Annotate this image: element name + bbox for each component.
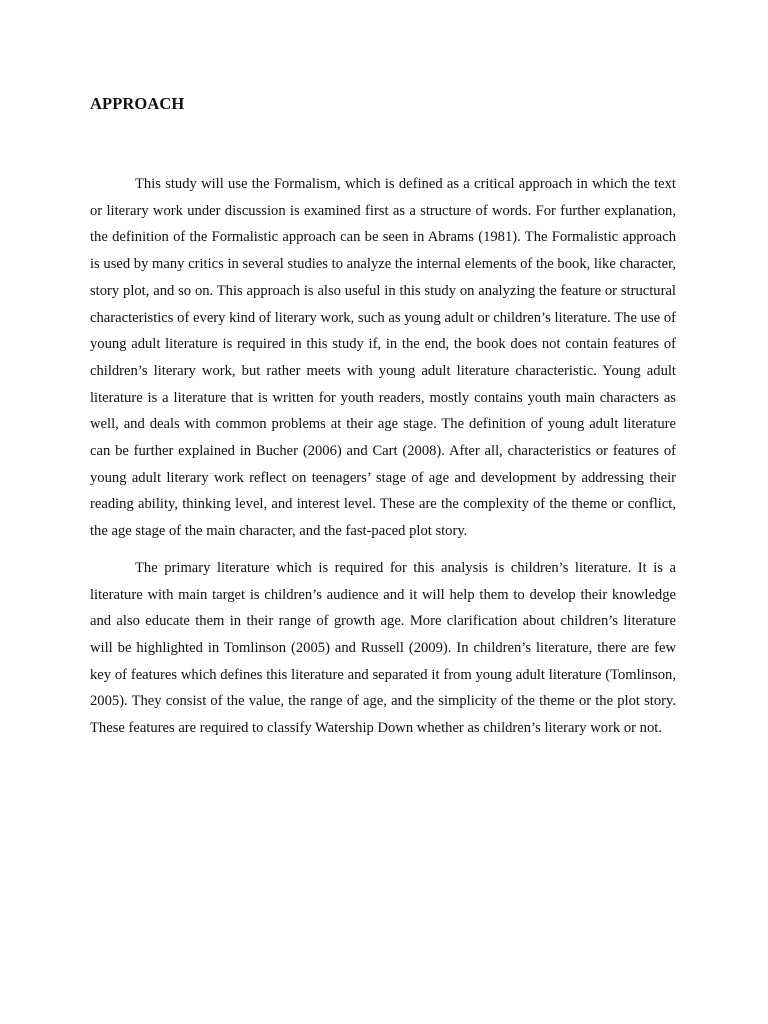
body-paragraph-1: This study will use the Formalism, which is defined as a critical approach in which the text or literary work under discussion is examined first as a structure of words. For further explanation, the definition of the Formalistic approach can be seen in Abrams (1981). The Formalistic approach is used by many critics in several studies to analyze the internal elements of the book, like character, story plot, and so on. This approach is also useful in this study on analyzing the feature or structural characteristics of every kind of literary work, such as young adult or children’s literature. The use of young adult literature is required in this study if, in the end, the book does not contain features of children’s literary work, but rather meets with young adult literature characteristic. Young adult literature is a literature that is written for youth readers, mostly contains youth main characters as well, and deals with common problems at their age stage. The definition of young adult literature can be further explained in Bucher (2006) and Cart (2008). After all, characteristics or features of young adult literary work reflect on teenagers’ stage of age and development by addressing their reading ability, thinking level, and interest level. These are the complexity of the theme or conflict, the age stage of the main character, and the fast-paced plot story.: [90, 176, 676, 540]
document-body: [90, 92, 676, 742]
section-heading: APPROACH: [90, 94, 185, 113]
body-paragraph-2: The primary literature which is required for this analysis is children’s literature. It is a literature with main target is children’s audience and it will help them to develop their knowledge and also educate them in their range of growth age. More clarification about children’s literature will be highlighted in Tomlinson (2005) and Russell (2009). In children’s literature, there are few key of features which defines this literature and separated it from young adult literature (Tomlinson, 2005). They consist of the value, the range of age, and the simplicity of the theme or the plot story. These features are required to classify Watership Down whether as children’s literary work or not.: [90, 559, 676, 737]
